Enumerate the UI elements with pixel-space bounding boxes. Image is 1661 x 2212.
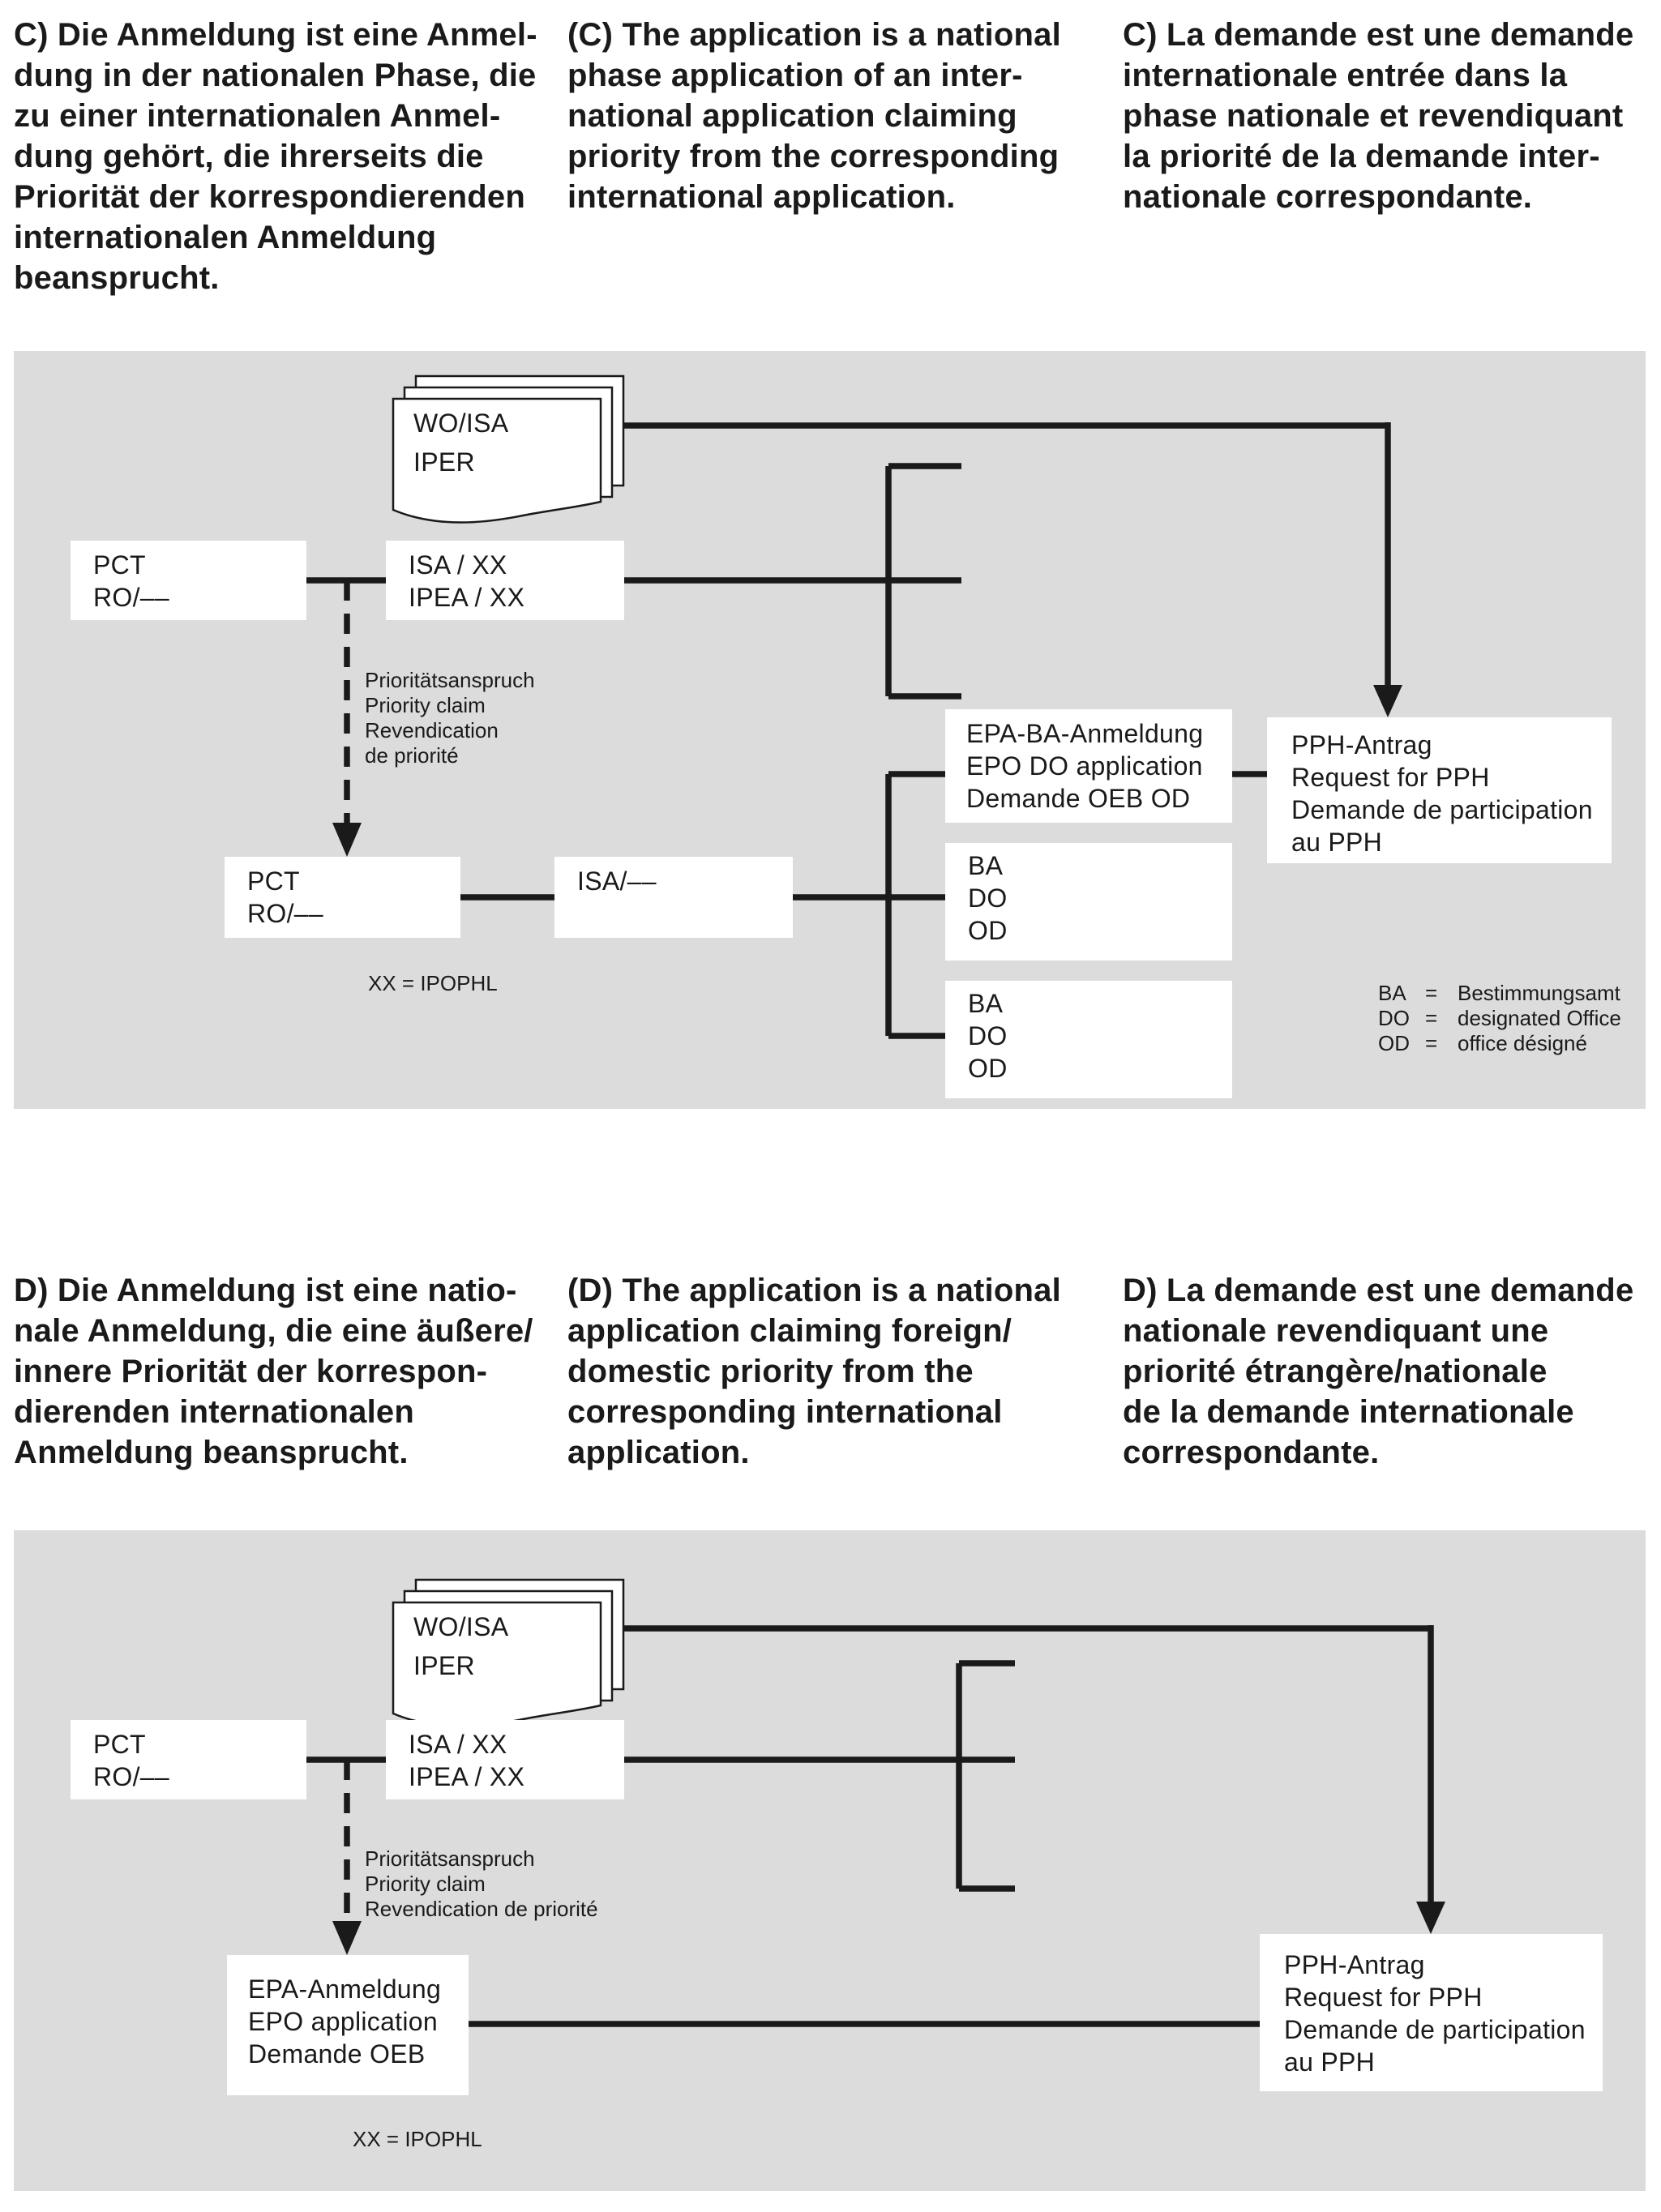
- legend-abbr: DO: [1378, 1006, 1410, 1030]
- legend-eq: =: [1425, 1006, 1438, 1030]
- legend-label: office désigné: [1458, 1031, 1587, 1055]
- box-ba-do-od-1: BA DO OD: [945, 843, 1232, 961]
- box-isa-ipea-d: ISA / XX IPEA / XX: [386, 1720, 624, 1799]
- flow-line-woisa-to-pph: [614, 1625, 1445, 1934]
- box-pct-ro-d: PCT RO/––: [71, 1720, 306, 1799]
- diagram-panel-c: [14, 351, 1646, 1109]
- box-epo-do-application: EPA-BA-Anmeldung EPO DO application Demande OEB OD: [945, 709, 1232, 823]
- arrowhead-down-icon: [1416, 1902, 1445, 1934]
- box-isa-bottom-c: ISA/––: [554, 857, 793, 938]
- legend-eq: =: [1425, 981, 1438, 1005]
- legend-row-do: [1378, 1006, 1621, 1031]
- paragraph-d-english: (D) The application is a national application claiming foreign/ domestic priority from the corresponding international application.: [567, 1273, 1061, 1470]
- priority-claim-label-d: Prioritätsanspruch Priority claim Revendication de priorité: [365, 1846, 598, 1921]
- legend-abbr: BA: [1378, 981, 1406, 1005]
- paragraph-c-english: (C) The application is a national phase application of an inter- national application claiming priority from the corresponding international application.: [567, 17, 1061, 215]
- arrowhead-down-icon: [332, 823, 362, 857]
- xx-note-d: XX = IPOPHL: [353, 2127, 482, 2151]
- legend-eq: =: [1425, 1031, 1438, 1055]
- legend-label: Bestimmungsamt: [1458, 981, 1620, 1005]
- paragraph-c-french: C) La demande est une demande internationale entrée dans la phase nationale et revendiquant la priorité de la demande inter- nationale correspondante.: [1123, 17, 1634, 215]
- bracket-lower: [888, 774, 948, 1036]
- paragraph-c-german: C) Die Anmeldung ist eine Anmel- dung in der nationalen Phase, die zu einer internationalen Anmel- dung gehört, die ihrerseits die Priorität der korrespondierenden internationalen Anmeldung beansprucht.: [14, 17, 537, 296]
- legend-row-ba: [1378, 981, 1621, 1006]
- bracket: [959, 1663, 1015, 1889]
- diagram-panel-d: [14, 1530, 1646, 2191]
- flow-line-woisa-to-pph: [614, 422, 1402, 717]
- box-ba-do-od-2: BA DO OD: [945, 981, 1232, 1098]
- doc-stack-label-c: WO/ISA IPER: [413, 409, 509, 477]
- legend-row-od: [1378, 1031, 1621, 1056]
- legend-abbr: OD: [1378, 1031, 1410, 1055]
- arrowhead-down-icon: [332, 1921, 362, 1955]
- box-pph-request-c: PPH-Antrag Request for PPH Demande de participation au PPH: [1267, 717, 1612, 863]
- doc-stack-label-d: WO/ISA IPER: [413, 1612, 509, 1680]
- box-pph-request-d: PPH-Antrag Request for PPH Demande de participation au PPH: [1260, 1934, 1603, 2091]
- abbreviation-legend: [1378, 981, 1621, 1056]
- box-pct-ro-bottom-c: PCT RO/––: [225, 857, 460, 938]
- priority-claim-arrow: [332, 580, 362, 857]
- box-pct-ro-top-c: PCT RO/––: [71, 541, 306, 620]
- priority-claim-label-c: Prioritätsanspruch Priority claim Revendication de priorité: [365, 668, 535, 768]
- box-isa-ipea-c: ISA / XX IPEA / XX: [386, 541, 624, 620]
- box-epo-application: EPA-Anmeldung EPO application Demande OEB: [227, 1955, 469, 2095]
- legend-label: designated Office: [1458, 1006, 1621, 1030]
- arrowhead-down-icon: [1373, 685, 1402, 717]
- paragraph-d-german: D) Die Anmeldung ist eine natio- nale Anmeldung, die eine äußere/ innere Priorität der korrespon- dierenden internationalen Anmeldung beansprucht.: [14, 1273, 533, 1470]
- paragraph-d-french: D) La demande est une demande nationale revendiquant une priorité étrangère/nationale de la demande internationale correspondante.: [1123, 1273, 1634, 1470]
- xx-note-c: XX = IPOPHL: [368, 971, 498, 995]
- priority-claim-arrow: [332, 1760, 362, 1955]
